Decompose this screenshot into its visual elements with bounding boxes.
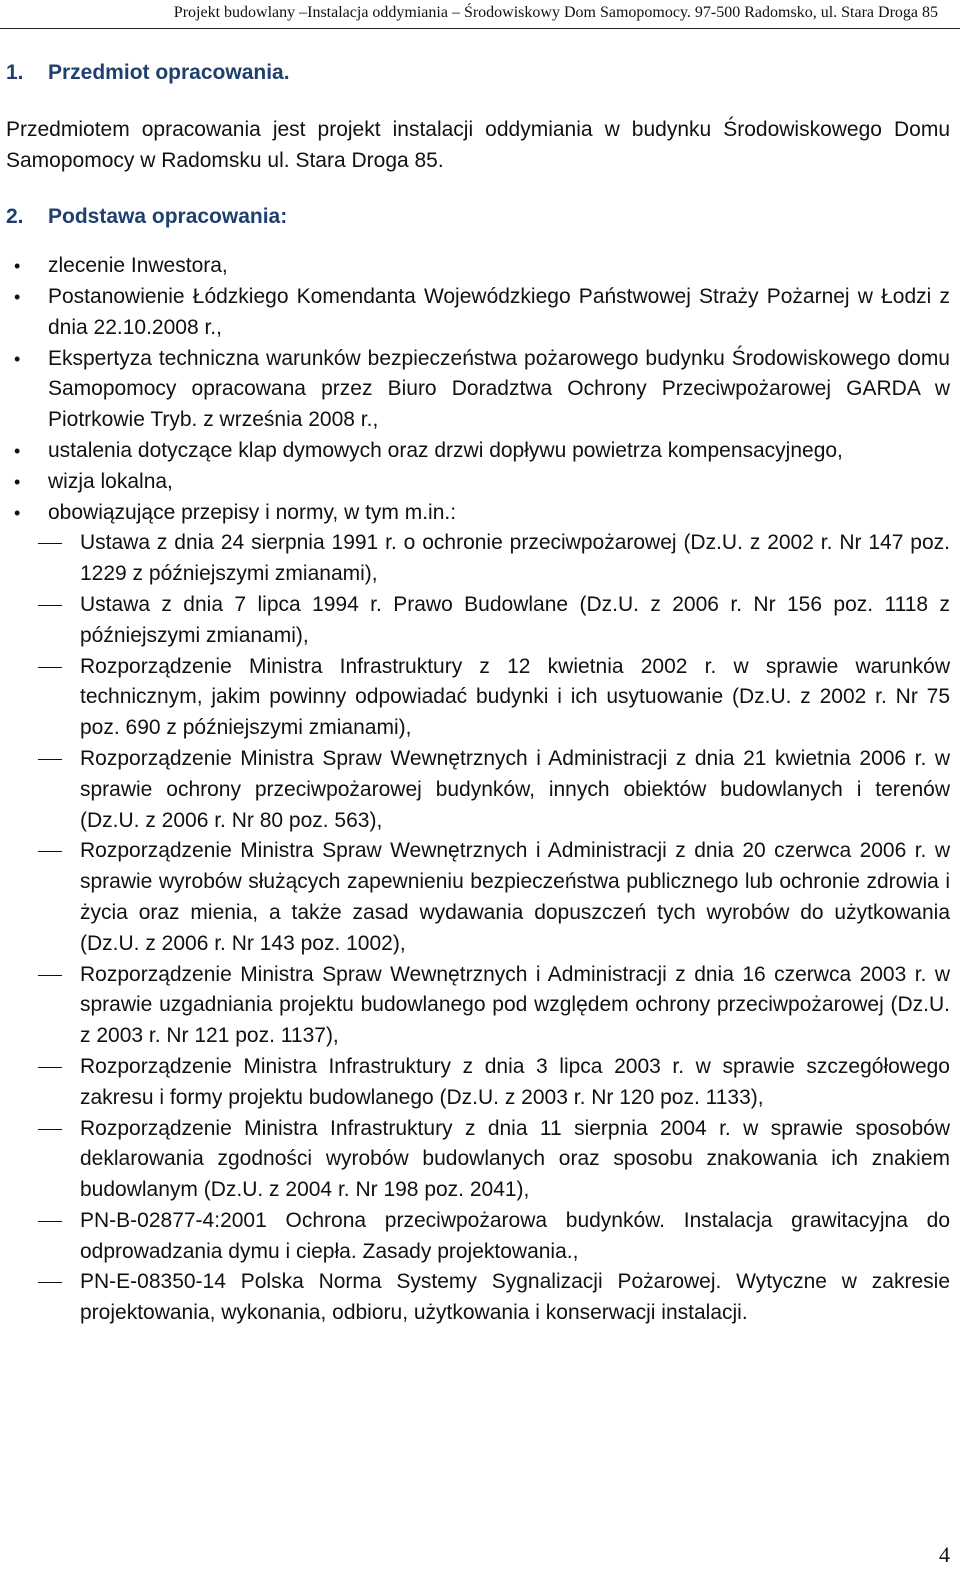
regulation-text: Rozporządzenie Ministra Spraw Wewnętrznych i Administracji z dnia 20 czerwca 2006 r. w sprawie wyrobów służących zapewnieniu bezpieczeństwa publicznego lub ochronie zdrowia i życia oraz mienia, a także zasad wydawania dopuszczeń tych wyrobów do użytkowania (Dz.U. z 2006 r. Nr 143 poz. 1002), <box>80 839 950 955</box>
regulation-text: Rozporządzenie Ministra Infrastruktury z 12 kwietnia 2002 r. w sprawie warunków technicznym, jakim powinny odpowiadać budynki i ich usytuowanie (Dz.U. z 2002 r. Nr 75 poz. 690 z późniejszymi zmianami), <box>80 654 950 740</box>
page-number: 4 <box>939 1542 950 1567</box>
basis-bullet-list <box>6 251 950 528</box>
bullet-item <box>6 344 950 436</box>
bullet-text: Ekspertyza techniczna warunków bezpieczeństwa pożarowego budynku Środowiskowego domu Samopomocy opracowana przez Biuro Doradztwa Ochrony Przeciwpożarowej GARDA w Piotrkowie Tryb. z września 2008 r., <box>48 346 950 432</box>
dash-icon <box>38 1067 62 1068</box>
bullet-item <box>6 436 950 467</box>
bullet-icon: • <box>14 471 21 492</box>
bullet-icon: • <box>14 286 21 307</box>
regulation-text: PN-B-02877-4:2001 Ochrona przeciwpożarowa budynków. Instalacja grawitacyjna do odprowadzania dymu i ciepła. Zasady projektowania., <box>80 1208 950 1263</box>
section-2-number: 2. <box>6 205 24 229</box>
bullet-text: wizja lokalna, <box>48 469 173 493</box>
bullet-item <box>6 467 950 498</box>
regulation-item <box>6 590 950 652</box>
bullet-text: ustalenia dotyczące klap dymowych oraz drzwi dopływu powietrza kompensacyjnego, <box>48 438 843 462</box>
section-2-heading <box>6 202 950 233</box>
bullet-text: obowiązujące przepisy i normy, w tym m.in.: <box>48 500 457 524</box>
regulation-item <box>6 652 950 744</box>
section-1-paragraph: Przedmiotem opracowania jest projekt instalacji oddymiania w budynku Środowiskowego Domu Samopomocy w Radomsku ul. Stara Droga 85. <box>6 117 950 172</box>
regulation-text: Rozporządzenie Ministra Spraw Wewnętrznych i Administracji z dnia 16 czerwca 2003 r. w sprawie uzgadniania projektu budowlanego pod względem ochrony przeciwpożarowej (Dz.U. z 2003 r. Nr 121 poz. 1137), <box>80 962 950 1048</box>
section-1-number: 1. <box>6 61 24 84</box>
regulation-item <box>6 960 950 1052</box>
document-body <box>6 58 950 1329</box>
dash-icon <box>38 1282 62 1283</box>
section-1-heading <box>6 58 950 89</box>
dash-icon <box>38 975 62 976</box>
regulation-text: Rozporządzenie Ministra Spraw Wewnętrznych i Administracji z dnia 21 kwietnia 2006 r. w sprawie ochrony przeciwpożarowej budynków, innych obiektów budowlanych i terenów (Dz.U. z 2006 r. Nr 80 poz. 563), <box>80 746 950 832</box>
regulation-item <box>6 1267 950 1329</box>
regulation-item <box>6 1052 950 1114</box>
dash-icon <box>38 1129 62 1130</box>
regulation-text: Ustawa z dnia 24 sierpnia 1991 r. o ochronie przeciwpożarowej (Dz.U. z 2002 r. Nr 147 poz. 1229 z późniejszymi zmianami), <box>80 531 950 586</box>
section-1-title: Przedmiot opracowania. <box>48 61 290 84</box>
regulation-item <box>6 1114 950 1206</box>
bullet-text: Postanowienie Łódzkiego Komendanta Wojewódzkiego Państwowej Straży Pożarnej w Łodzi z dnia 22.10.2008 r., <box>48 284 950 339</box>
regulation-text: PN-E-08350-14 Polska Norma Systemy Sygnalizacji Pożarowej. Wytyczne w zakresie projektowania, wykonania, odbioru, użytkowania i konserwacji instalacji. <box>80 1270 950 1325</box>
regulation-text: Rozporządzenie Ministra Infrastruktury z dnia 3 lipca 2003 r. w sprawie szczegółowego zakresu i formy projektu budowlanego (Dz.U. z 2003 r. Nr 120 poz. 1133), <box>80 1054 950 1109</box>
bullet-icon: • <box>14 502 21 523</box>
section-2-title: Podstawa opracowania: <box>48 205 288 229</box>
dash-icon <box>38 667 62 668</box>
bullet-icon: • <box>14 440 21 461</box>
regulation-item <box>6 528 950 590</box>
regulation-item <box>6 836 950 959</box>
regulation-item <box>6 1206 950 1268</box>
dash-icon <box>38 605 62 606</box>
bullet-icon: • <box>14 256 21 277</box>
dash-icon <box>38 1221 62 1222</box>
regulation-text: Ustawa z dnia 7 lipca 1994 r. Prawo Budowlane (Dz.U. z 2006 r. Nr 156 poz. 1118 z późniejszymi zmianami), <box>80 592 950 647</box>
dash-icon <box>38 543 62 544</box>
bullet-item <box>6 498 950 529</box>
regulation-text: Rozporządzenie Ministra Infrastruktury z dnia 11 sierpnia 2004 r. w sprawie sposobów deklarowania zgodności wyrobów budowlanych oraz sposobu znakowania ich znakiem budowlanym (Dz.U. z 2004 r. Nr 198 poz. 2041), <box>80 1116 950 1202</box>
regulations-dash-list <box>6 528 950 1329</box>
bullet-item <box>6 251 950 282</box>
bullet-icon: • <box>14 348 21 369</box>
running-header <box>0 0 960 29</box>
running-header-text: Projekt budowlany –Instalacja oddymiania – Środowiskowy Dom Samopomocy. 97-500 Radomsko, ul. Stara Droga 85 <box>173 4 938 21</box>
dash-icon <box>38 759 62 760</box>
bullet-text: zlecenie Inwestora, <box>48 254 228 278</box>
regulation-item <box>6 744 950 836</box>
bullet-item <box>6 282 950 344</box>
dash-icon <box>38 851 62 852</box>
